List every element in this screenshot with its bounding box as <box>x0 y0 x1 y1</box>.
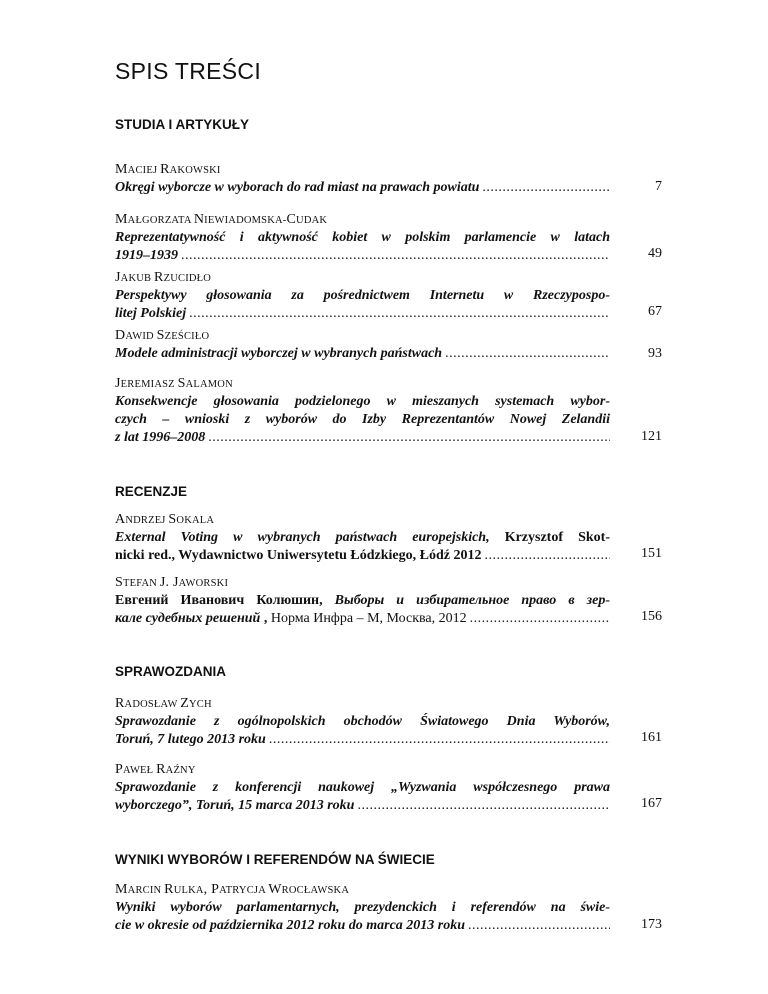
page-title: SPIS TREŚCI <box>115 58 262 84</box>
entry-title-line: кале судебных решений , Норма Инфра – М, Москва, 2012 ..... <box>115 610 610 628</box>
entry-title: Okręgi wyborcze w wyborach do rad miast na prawach powiatu ..... <box>115 179 610 197</box>
page-number: 167 <box>641 796 662 811</box>
entry-title-line: Евгений Иванович Колюшин, Выборы и избирательное право в зер- <box>115 593 610 608</box>
toc-entry[interactable] <box>115 880 662 935</box>
entry-author: PAWEŁ RAŹNY <box>115 762 196 777</box>
entry-author: MARCIN RULKA, PATRYCJA WROCŁAWSKA <box>115 882 350 897</box>
page-number: 173 <box>641 917 662 932</box>
entry-title-line: Sprawozdanie z konferencji naukowej „Wyzwania współczesnego prawa <box>115 780 610 795</box>
entry-author: MACIEJ RAKOWSKI <box>115 162 221 177</box>
entry-title-line: Reprezentatywność i aktywność kobiet w polskim parlamencie w latach <box>115 230 610 245</box>
page-number: 67 <box>648 304 662 319</box>
entry-author: STEFAN J. JAWORSKI <box>115 575 229 590</box>
toc-entry[interactable] <box>115 326 662 363</box>
entry-title-line: Toruń, 7 lutego 2013 roku ..... <box>115 731 610 749</box>
toc-entry[interactable] <box>115 374 662 447</box>
section-heading-wyniki: WYNIKI WYBORÓW I REFERENDÓW NA ŚWIECIE <box>115 852 435 867</box>
entry-title: Modele administracji wyborczej w wybranych państwach ..... <box>115 345 610 363</box>
page-number: 49 <box>648 246 662 261</box>
entry-author: ANDRZEJ SOKALA <box>115 512 215 527</box>
entry-author: JEREMIASZ SALAMON <box>115 376 233 391</box>
page-number: 7 <box>655 179 662 194</box>
section-heading-sprawozdania: SPRAWOZDANIA <box>115 664 226 679</box>
page-number: 156 <box>641 609 662 624</box>
section-heading-recenzje: RECENZJE <box>115 484 188 499</box>
toc-entry[interactable] <box>115 510 662 565</box>
entry-title-line: wyborczego”, Toruń, 15 marca 2013 roku ..... <box>115 797 610 815</box>
toc-entry[interactable] <box>115 160 662 197</box>
toc-entry[interactable] <box>115 694 662 749</box>
entry-title-line: Perspektywy głosowania za pośrednictwem Internetu w Rzeczypospo- <box>115 288 610 303</box>
entry-title-line: z lat 1996–2008 ..... <box>115 429 610 447</box>
toc-entry[interactable] <box>115 268 662 323</box>
page-number: 151 <box>641 546 662 561</box>
entry-author: JAKUB RZUCIDŁO <box>115 270 212 285</box>
toc-entry[interactable] <box>115 210 662 265</box>
page-number: 161 <box>641 730 662 745</box>
entry-title-line: czych – wnioski z wyborów do Izby Reprezentantów Nowej Zelandii <box>115 412 610 427</box>
entry-title-line: litej Polskiej ..... <box>115 305 610 323</box>
toc-entry[interactable] <box>115 760 662 815</box>
section-heading-studia: STUDIA I ARTYKUŁY <box>115 117 249 132</box>
entry-author: RADOSŁAW ZYCH <box>115 696 212 711</box>
page-number: 121 <box>641 429 662 444</box>
entry-title-line: 1919–1939 ..... <box>115 247 610 265</box>
entry-title-line: cie w okresie od października 2012 roku do marca 2013 roku ..... <box>115 917 610 935</box>
entry-title-line: Wyniki wyborów parlamentarnych, prezydenckich i referendów na świe- <box>115 900 610 915</box>
entry-title-line: Sprawozdanie z ogólnopolskich obchodów Światowego Dnia Wyborów, <box>115 714 610 729</box>
page-number: 93 <box>648 346 662 361</box>
toc-entry[interactable] <box>115 573 662 628</box>
entry-title-line: External Voting w wybranych państwach europejskich, Krzysztof Skot- <box>115 530 611 545</box>
entry-author: DAWID SZEŚCIŁO <box>115 328 210 343</box>
entry-title-line: Konsekwencje głosowania podzielonego w mieszanych systemach wybor- <box>115 394 610 409</box>
entry-author: MAŁGORZATA NIEWIADOMSKA-CUDAK <box>115 212 328 227</box>
entry-title-line: nicki red., Wydawnictwo Uniwersytetu Łódzkiego, Łódź 2012 ..... <box>115 547 610 565</box>
